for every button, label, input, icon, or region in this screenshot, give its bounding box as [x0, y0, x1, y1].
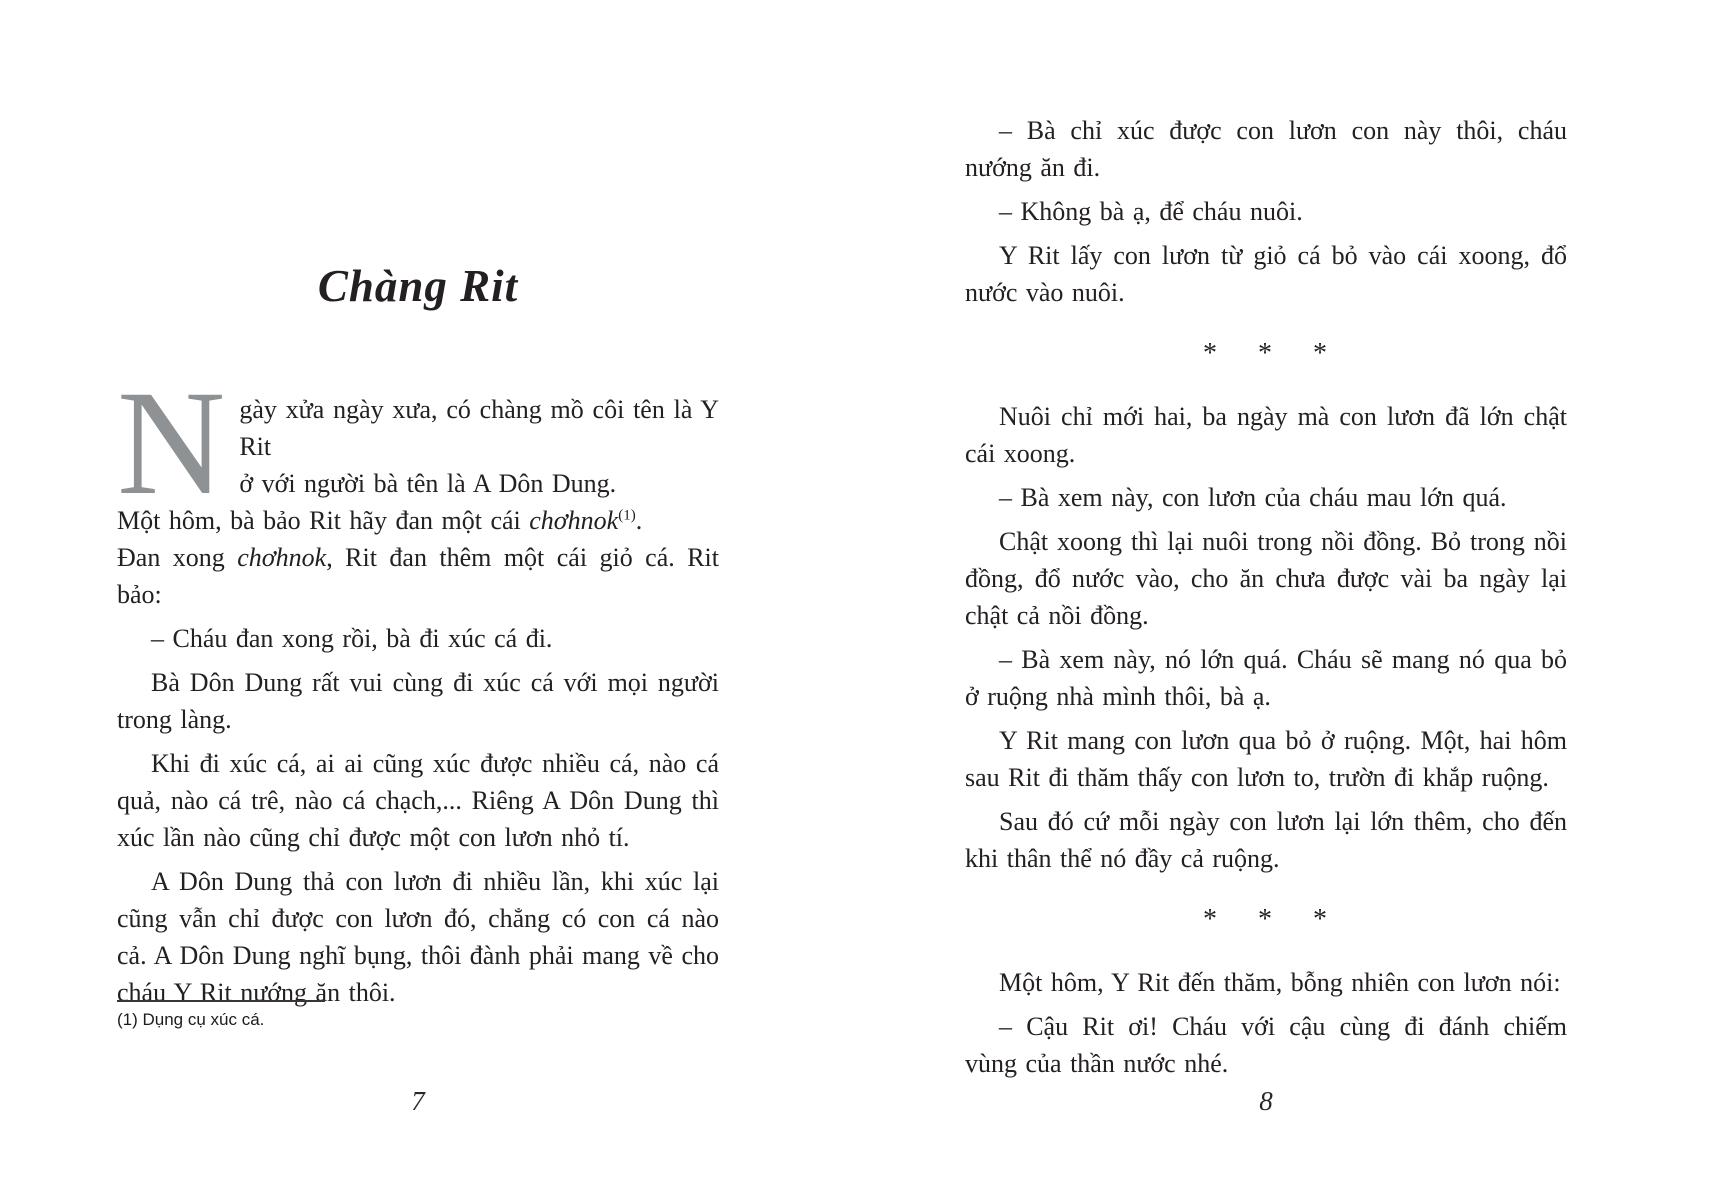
paragraph: Y Rit lấy con lươn từ giỏ cá bỏ vào cái xoong, đổ nước vào nuôi.: [965, 241, 1567, 307]
page-number-right: 8: [1259, 1086, 1273, 1116]
footnote-rule: [117, 1000, 325, 1002]
section-separator: * * *: [1203, 338, 1329, 369]
foreign-term: chơhnok: [529, 506, 619, 535]
paragraph: Khi đi xúc cá, ai ai cũng xúc được nhiều cá, nào cá quả, nào cá trê, nào cá chạch,... Riêng A Dôn Dung thì xúc lần nào cũng chỉ được một con lươn nhỏ tí.: [117, 749, 719, 852]
paragraph: Sau đó cứ mỗi ngày con lươn lại lớn thêm, cho đến khi thân thể nó đầy cả ruộng.: [965, 807, 1567, 873]
page-number-left: 7: [411, 1086, 425, 1116]
paragraph: – Bà xem này, nó lớn quá. Cháu sẽ mang nó qua bỏ ở ruộng nhà mình thôi, bà ạ.: [965, 645, 1567, 711]
left-page: [117, 0, 719, 1018]
section-separator: * * *: [1203, 904, 1329, 935]
opening-line-2: ở với người bà tên là A Dôn Dung.: [239, 469, 617, 498]
paragraph: Chật xoong thì lại nuôi trong nồi đồng. Bỏ trong nồi đồng, đổ nước vào, cho ăn chưa được vài ba ngày lại chật cả nồi đồng.: [965, 527, 1567, 630]
right-page: [965, 112, 1567, 1089]
paragraph: Y Rit mang con lươn qua bỏ ở ruộng. Một, hai hôm sau Rit đi thăm thấy con lươn to, trườn đi khắp ruộng.: [965, 726, 1567, 792]
paragraph: Bà Dôn Dung rất vui cùng đi xúc cá với mọi người trong làng.: [117, 668, 719, 734]
opening-line-3: [117, 502, 719, 539]
opening-line-3-text: Một hôm, bà bảo Rit hãy đan một cái: [117, 506, 530, 535]
opening-line-4-end: , Rit đan thêm một cái giỏ cá. Rit bảo:: [117, 543, 719, 609]
paragraph: – Cháu đan xong rồi, bà đi xúc cá đi.: [151, 624, 553, 653]
foreign-term: chơhnok: [237, 543, 327, 572]
paragraph: – Bà xem này, con lươn của cháu mau lớn quá.: [999, 483, 1507, 512]
paragraph: – Không bà ạ, để cháu nuôi.: [999, 197, 1303, 226]
paragraph: Một hôm, Y Rit đến thăm, bỗng nhiên con lươn nói:: [999, 968, 1561, 997]
drop-cap: N: [117, 360, 226, 526]
paragraph: A Dôn Dung thả con lươn đi nhiều lần, khi xúc lại cũng vẫn chỉ được con lươn đó, chẳng có con cá nào cả. A Dôn Dung nghĩ bụng, thôi đành phải mang về cho cháu Y Rit nướng ăn thôi.: [117, 867, 719, 1007]
opening-line-4-text: Đan xong: [117, 543, 238, 572]
opening-line-3-end: .: [635, 506, 643, 535]
footnote-text: (1) Dụng cụ xúc cá.: [117, 1010, 265, 1029]
paragraph: – Bà chỉ xúc được con lươn con này thôi, cháu nướng ăn đi.: [965, 116, 1567, 182]
footnote-block: [117, 1000, 719, 1030]
footnote-reference: (1): [618, 507, 636, 524]
paragraph: Nuôi chỉ mới hai, ba ngày mà con lươn đã lớn chật cái xoong.: [965, 402, 1567, 468]
opening-paragraph: [117, 360, 719, 613]
paragraph: – Cậu Rit ơi! Cháu với cậu cùng đi đánh chiếm vùng của thần nước nhé.: [965, 1012, 1567, 1078]
opening-line-1: gày xửa ngày xưa, có chàng mồ côi tên là Y Rit: [239, 395, 719, 461]
opening-line-4: [117, 539, 719, 613]
chapter-title: Chàng Rit: [317, 261, 519, 311]
